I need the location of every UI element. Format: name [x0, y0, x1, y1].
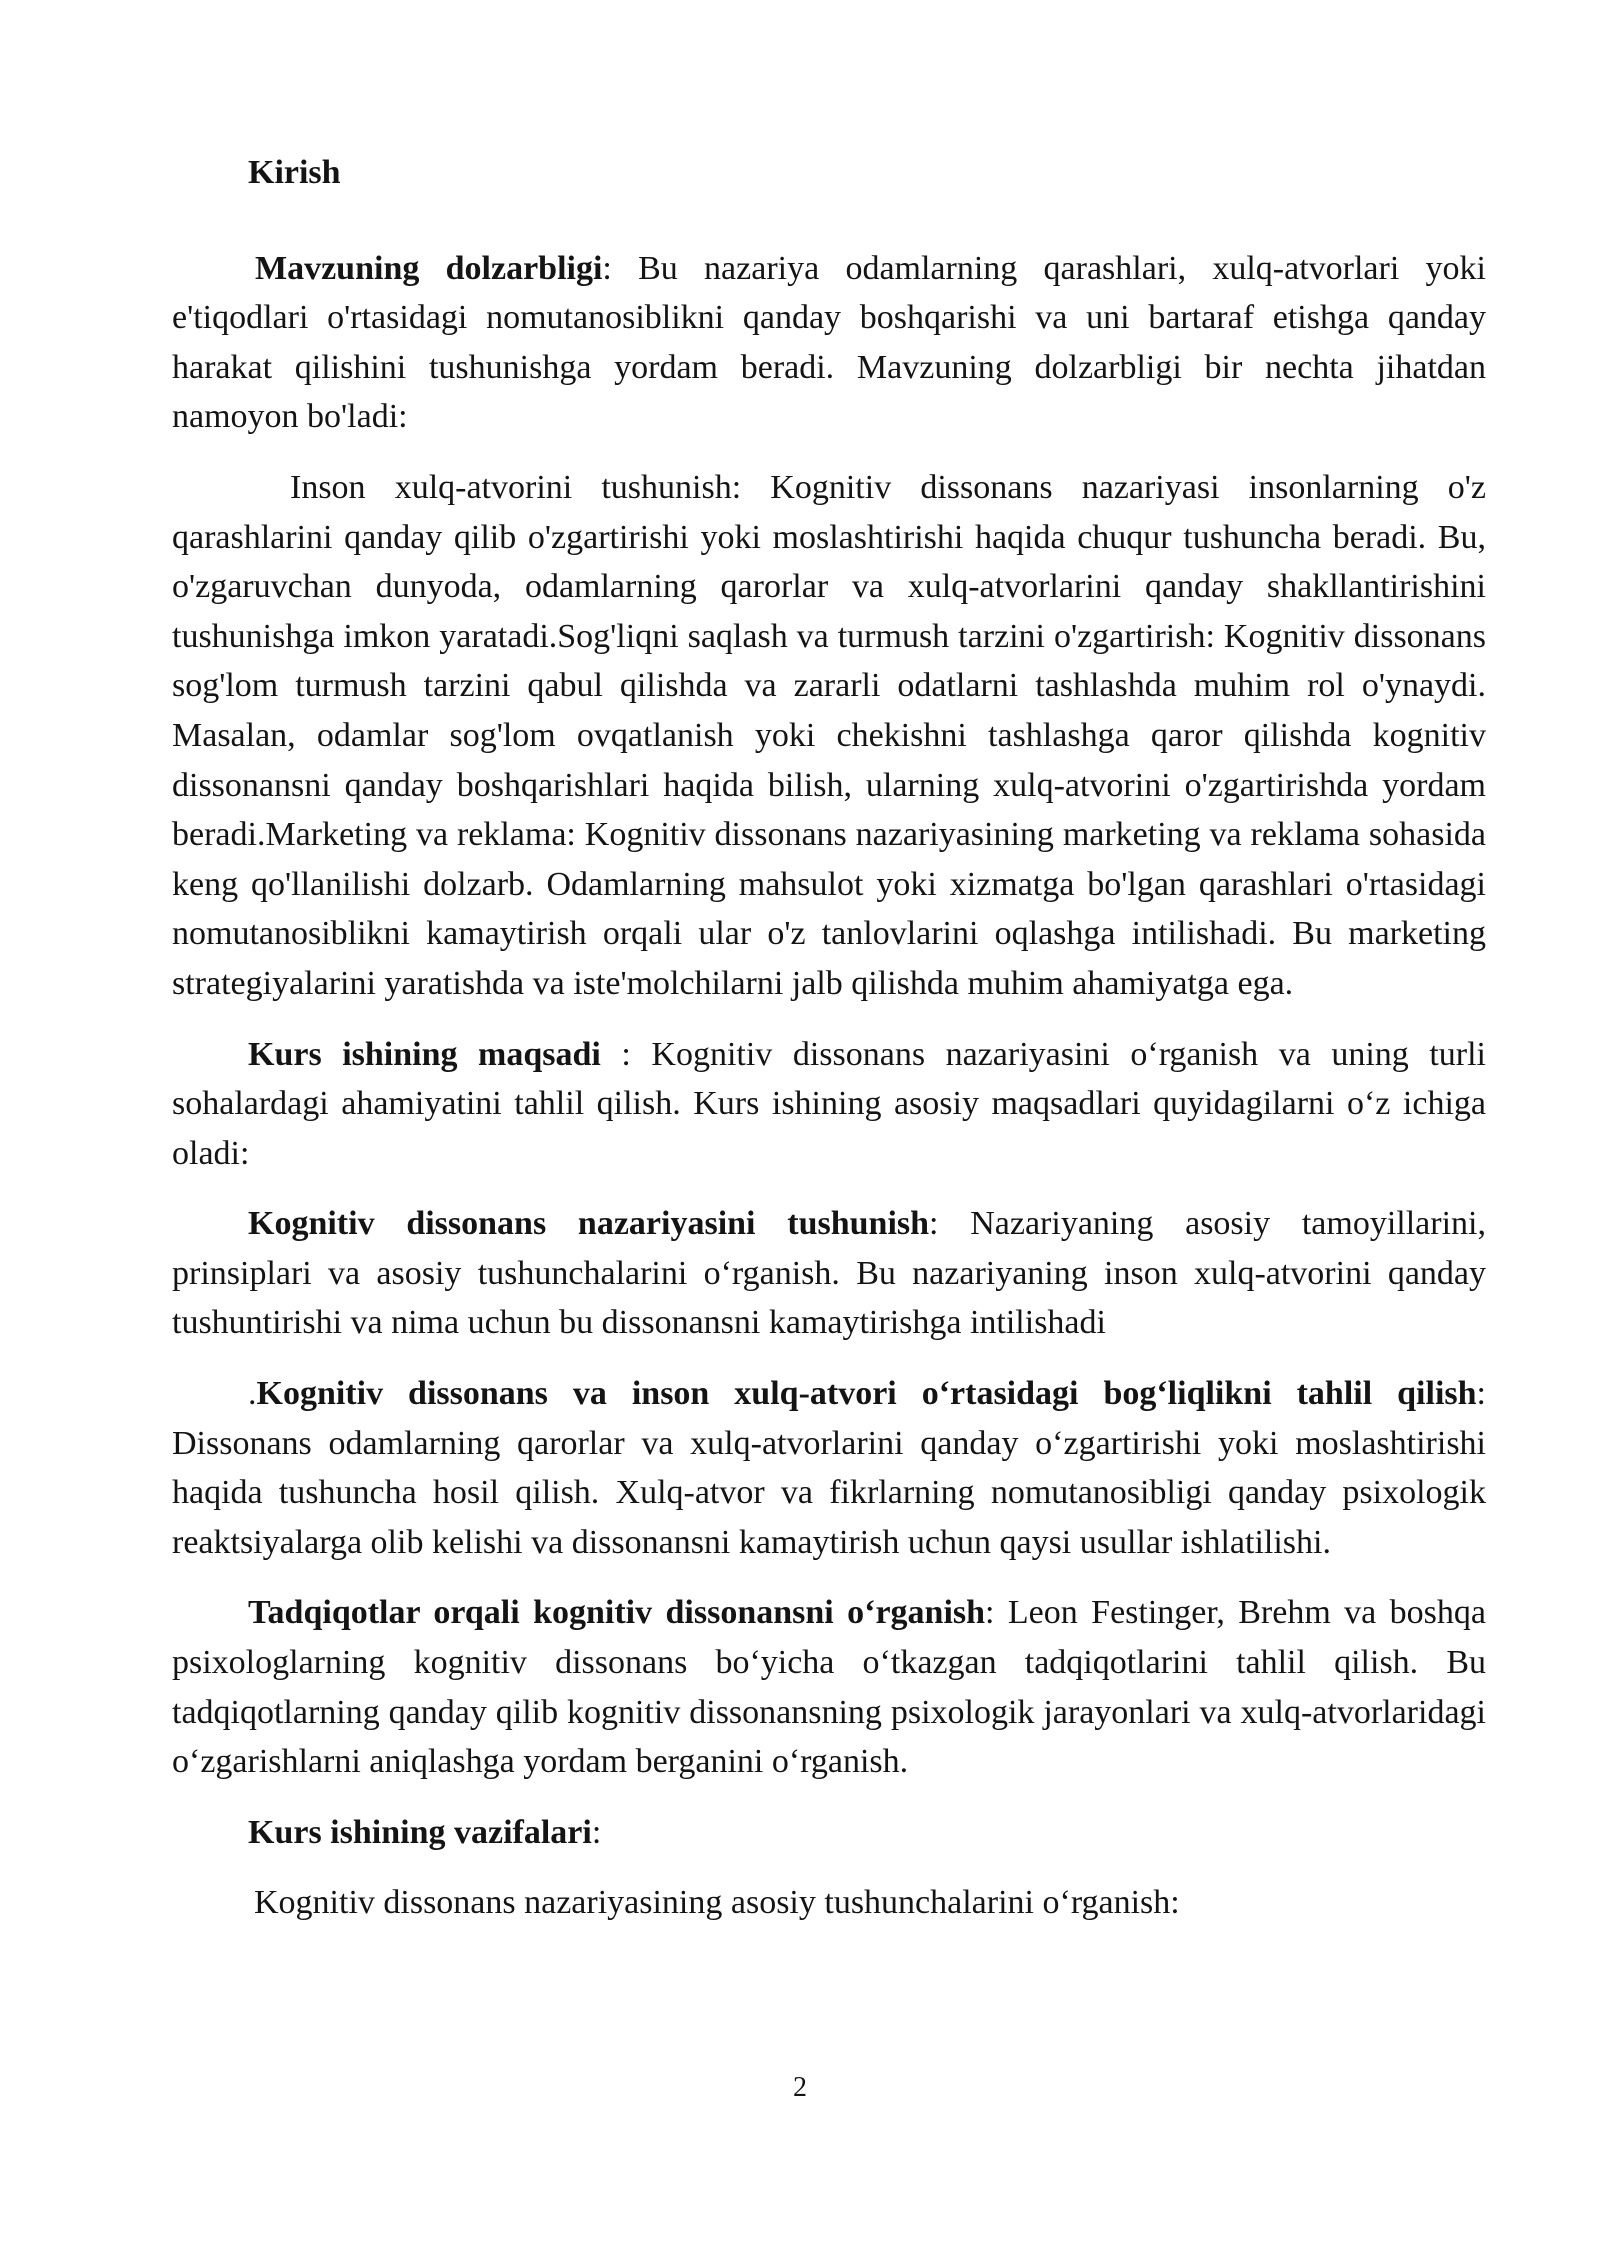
behavior-link-text: : Dissonans odamlarning qarorlar va xulq-atvorlarini qanday o‘zgartirishi yoki moslashtirishi haqida tushuncha hosil qilish. Xulq-atvor va fikrlarning nomutanosibligi qanday psixologik reaktsiyalarga olib kelishi va dissonansni kamaytirish uchun qaysi usullar ishlatilishi.: [172, 1375, 1486, 1561]
understanding-behavior-text: Inson xulq-atvorini tushunish: Kognitiv dissonans nazariyasi insonlarning o'z qarashlarini qanday qilib o'zgartirishi yoki moslashtirishi haqida chuqur tushuncha beradi. Bu, o'zgaruvchan dunyoda, odamlarning qarorlar va xulq-atvorlarini qanday shakllantirishini tushunishga imkon yaratadi.Sog'liqni saqlash va turmush tarzini o'zgartirish: Kognitiv dissonans sog'lom turmush tarzini qabul qilishda va zararli odatlarni tashlashda muhim rol o'ynaydi. Masalan, odamlar sog'lom ovqatlanish yoki chekishni tashlashga qaror qilishda kognitiv dissonansni qanday boshqarishlari haqida bilish, ularning xulq-atvorini o'zgartirishda yordam beradi.Marketing va reklama: Kognitiv dissonans nazariyasining marketing va reklama sohasida keng qo'llanilishi dolzarb. Odamlarning mahsulot yoki xizmatga bo'lgan qarashlari o'rtasidagi nomutanosiblikni kamaytirish orqali ular o'z tanlovlarini oqlashga intilishadi. Bu marketing strategiyalarini yaratishda va iste'molchilarni jalb qilishda muhim ahamiyatga ega.: [172, 468, 1486, 1002]
theory-understanding-text: : Nazariyaning asosiy tamoyillarini, prinsiplari va asosiy tushunchalarini o‘rganish. Bu nazariyaning inson xulq-atvorini qanday tushuntirishi va nima uchun bu dissonansni kamaytirishga intilishadi: [172, 1205, 1486, 1342]
paragraph-behavior-link: [172, 1369, 1486, 1567]
behavior-link-lead: .: [248, 1375, 257, 1413]
paragraph-course-goal: [172, 1030, 1486, 1179]
paragraph-course-tasks: [172, 1808, 1486, 1858]
core-concepts-text: Kognitiv dissonans nazariyasining asosiy tushunchalarini o‘rganish:: [254, 1884, 1180, 1922]
page-number: 2: [793, 2072, 807, 2103]
paragraph-research: [172, 1588, 1486, 1786]
paragraph-understanding-behavior: [172, 463, 1486, 1009]
behavior-link-label: Kognitiv dissonans va inson xulq-atvori o‘rtasidagi bog‘liqlikni tahlil qilish: [256, 1375, 1477, 1413]
relevance-text: : Bu nazariya odamlarning qarashlari, xulq-atvorlari yoki e'tiqodlari o'rtasidagi nomutanosiblikni qanday boshqarishi va uni bartaraf etishga qanday harakat qilishini tushunishga yordam beradi. Mavzuning dolzarbligi bir nechta jihatdan namoyon bo'ladi:: [172, 249, 1486, 436]
page-content: [172, 148, 1486, 1928]
course-goal-label: Kurs ishining maqsadi: [248, 1035, 601, 1073]
research-text: : Leon Festinger, Brehm va boshqa psixologlarning kognitiv dissonans bo‘yicha o‘tkazgan tadqiqotlarini tahlil qilish. Bu tadqiqotlarning qanday qilib kognitiv dissonansning psixologik jarayonlari va xulq-atvorlaridagi o‘zgarishlarni aniqlashga yordam berganini o‘rganish.: [172, 1594, 1487, 1781]
theory-understanding-label: Kognitiv dissonans nazariyasini tushunish: [248, 1205, 930, 1243]
paragraph-theory-understanding: [172, 1199, 1486, 1348]
course-tasks-label: Kurs ishining vazifalari: [248, 1813, 592, 1851]
relevance-label: Mavzuning dolzarbligi: [255, 249, 603, 287]
course-tasks-colon: :: [591, 1813, 602, 1851]
section-heading: Kirish: [248, 154, 341, 191]
course-goal-text: : Kognitiv dissonans nazariyasini o‘rganish va uning turli sohalardagi ahamiyatini tahlil qilish. Kurs ishining asosiy maqsadlari quyidagilarni o‘z ichiga oladi:: [172, 1035, 1486, 1172]
research-label: Tadqiqotlar orqali kognitiv dissonansni o‘rganish: [248, 1594, 986, 1632]
paragraph-relevance: [172, 244, 1486, 442]
paragraph-core-concepts: [172, 1878, 1486, 1928]
